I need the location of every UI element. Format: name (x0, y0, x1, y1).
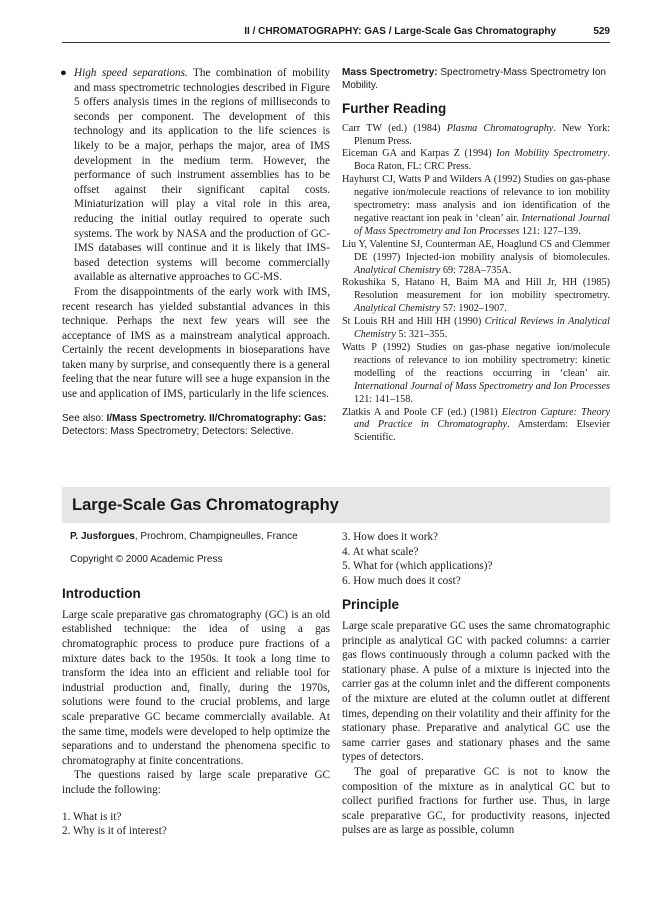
right-column (342, 66, 610, 445)
reference-text: Carr TW (ed.) (1984) (342, 122, 447, 134)
reference-list (342, 123, 610, 446)
ms-crossref-label[interactable]: Mass Spectrometry: (342, 67, 438, 78)
running-head-title: II / CHROMATOGRAPHY: GAS / Large-Scale Gas Chromatography (244, 26, 556, 37)
reference-text: Liu Y, Valentine SJ, Counterman AE, Hoaglund CS and Clemmer DE (1997) Injected-ion mobility analysis of biomolecules. (342, 238, 610, 263)
article-title-banner (62, 487, 610, 523)
principle-paragraph-1: Large scale preparative GC uses the same chromatographic principle as analytical GC with packed columns: a carrier gas flows continuously through a column packed with the stationary phase. A pulse of a mixture is injected into the carrier gas at the column inlet and the different components of the mixture are eluted at the column outlet at different times, depending on their volatility and their affinity for the stationary phase. Preparative and analytical GC use the same carrier gases and stationary phases and the same types of detectors. (342, 619, 610, 764)
reference-details: 121: 127–139. (519, 225, 581, 237)
see-also-link-bold[interactable]: I/Mass Spectrometry. II/Chromatography: Gas: (106, 412, 327, 424)
bullet-icon: ● (60, 67, 67, 79)
principle-paragraph-2: The goal of preparative GC is not to know the composition of the mixture as in analytical GC but to collect purified fractions for further use. Thus, in large scale preparative GC, for productivity reasons, injected pulses are as large as possible, column (342, 765, 610, 837)
principle-heading: Principle (342, 597, 400, 613)
author-name: P. Jusforgues (70, 531, 135, 542)
further-reading-heading: Further Reading (342, 101, 447, 116)
lower-left-column (62, 530, 330, 839)
mass-spectrometry-crossref (342, 66, 610, 92)
list-item: 2. Why is it of interest? (62, 825, 167, 838)
see-also-link-rest[interactable]: Detectors: Mass Spectrometry; Detectors: Selective. (62, 425, 294, 437)
reference-text: St Louis RH and Hill HH (1990) (342, 316, 485, 328)
bullet-lead: High speed separations. (74, 67, 188, 79)
reference-source: Plasma Chromatography (446, 122, 554, 134)
reference-item (342, 277, 610, 316)
lower-right-column (342, 530, 610, 838)
reference-item (342, 239, 610, 278)
list-item: 6. How much does it cost? (342, 574, 461, 587)
reference-item (342, 148, 610, 174)
reference-item (342, 316, 610, 342)
author-affiliation: , Prochrom, Champigneulles, France (134, 531, 298, 542)
reference-text: Rokushika S, Hatano H, Baim MA and Hill Jr, HH (1985) Resolution measurement for ion mobility spectrometry. (342, 277, 610, 302)
bullet-item (62, 66, 330, 285)
see-also-label: See also: (62, 412, 104, 424)
reference-details: . Boca Raton, FL: CRC Press. (354, 148, 610, 173)
reference-text: Hayhurst CJ, Watts P and Wilders A (1992) Studies on gas-phase negative ion/molecule reactions of relevance to ion mobility spectrometry: mass analysis and ion identification of the negative reactant ion peak in ‘clean’ air. (342, 174, 610, 224)
reference-item (342, 342, 610, 407)
running-head (0, 0, 668, 44)
reference-item (342, 174, 610, 239)
reference-text: Eiceman GA and Karpas Z (1994) (342, 148, 497, 160)
reference-details: 5: 321–355. (395, 329, 448, 341)
article-title: Large-Scale Gas Chromatography (72, 496, 339, 514)
questions-list-right (342, 530, 610, 588)
list-item: 1. What is it? (62, 810, 122, 823)
reference-text: Zlatkis A and Poole CF (ed.) (1981) (342, 406, 502, 418)
ms-crossref-rest[interactable]: Spectrometry-Mass Spectrometry Ion Mobility. (342, 67, 606, 91)
page-number: 529 (593, 26, 610, 37)
reference-source: Ion Mobility Spectrometry (496, 148, 608, 160)
reference-item (342, 123, 610, 149)
reference-item (342, 407, 610, 446)
reference-source: International Journal of Mass Spectrometry and Ion Processes (354, 212, 610, 237)
reference-source: Electron Capture: Theory and Practice in Chromatography (354, 406, 610, 431)
closing-paragraph: From the disappointments of the early work with IMS, recent research has yielded substantial advances in this technique. Perhaps the next few years will see the acceptance of IMS as a mainstream analytical approach. Certainly the recent developments in bioseparations have taken many by surprise, and consequently there is a general feeling that the near future will see a huge expansion in the use and application of IMS, particularly in the life sciences. (62, 285, 330, 401)
author-line (70, 530, 330, 545)
introduction-paragraph-1: Large scale preparative gas chromatography (GC) is an old established technique: the idea of using a gas chromatographic process to produce pure fractions of a mixture dates back to the 1950s. It took a long time to transform the idea into an efficient and reliable tool for industrial production and, finally, during the 1970s, solutions were found to the crucial problems, and large scale preparative GC became commercially available. At the same time, models were developed to help optimize the separations and to understand the phenomena specific to chromatography at finite concentrations. (62, 608, 330, 767)
see-also (62, 412, 330, 438)
left-column (62, 66, 330, 438)
header-rule (62, 42, 610, 43)
reference-source: International Journal of Mass Spectrometry and Ion Processes (354, 380, 610, 392)
list-item: 5. What for (which applications)? (342, 560, 493, 573)
reference-details: 57: 1902–1907. (440, 303, 507, 315)
reference-details: . Amsterdam: Elsevier Scientific. (354, 419, 610, 444)
introduction-heading: Introduction (62, 586, 141, 602)
bullet-text: The combination of mobility and mass spectrometric technologies described in Figure 5 offers analysis times in the regions of milliseconds to seconds per component. The development of this technology and its application to the life sciences is likely to be a major, perhaps the major, area of IMS development in the medium term. However, the performance of such instrument assemblies has to be offset against their significant capital costs. Miniaturization will play a vital role in this area, reducing the initial outlay required to operate such systems. The work by NASA and the production of GC-IMS databases will continue and it is likely that IMS-based detection systems will become commercially available as alternative approaches to GC-MS. (74, 67, 331, 284)
reference-source: Analytical Chemistry (354, 264, 441, 276)
list-item: 4. At what scale? (342, 545, 419, 558)
questions-list-left (62, 810, 330, 839)
introduction-paragraph-2: The questions raised by large scale preparative GC include the following: (62, 769, 330, 796)
reference-source: Analytical Chemistry (354, 303, 441, 315)
reference-details: 121: 141–158. (354, 393, 413, 405)
reference-details: . New York: Plenum Press. (354, 122, 610, 147)
reference-source: Critical Reviews in Analytical Chemistry (354, 316, 610, 341)
reference-text: Watts P (1992) Studies on gas-phase negative ion/molecule reactions of relevance to ion mobility spectrometry: kinetic modelling of the reactions occurring in ‘clean’ air. (342, 342, 610, 379)
list-item: 3. How does it work? (342, 531, 439, 543)
reference-details: 69: 728A–735A. (440, 264, 512, 276)
copyright: Copyright © 2000 Academic Press (70, 553, 223, 565)
